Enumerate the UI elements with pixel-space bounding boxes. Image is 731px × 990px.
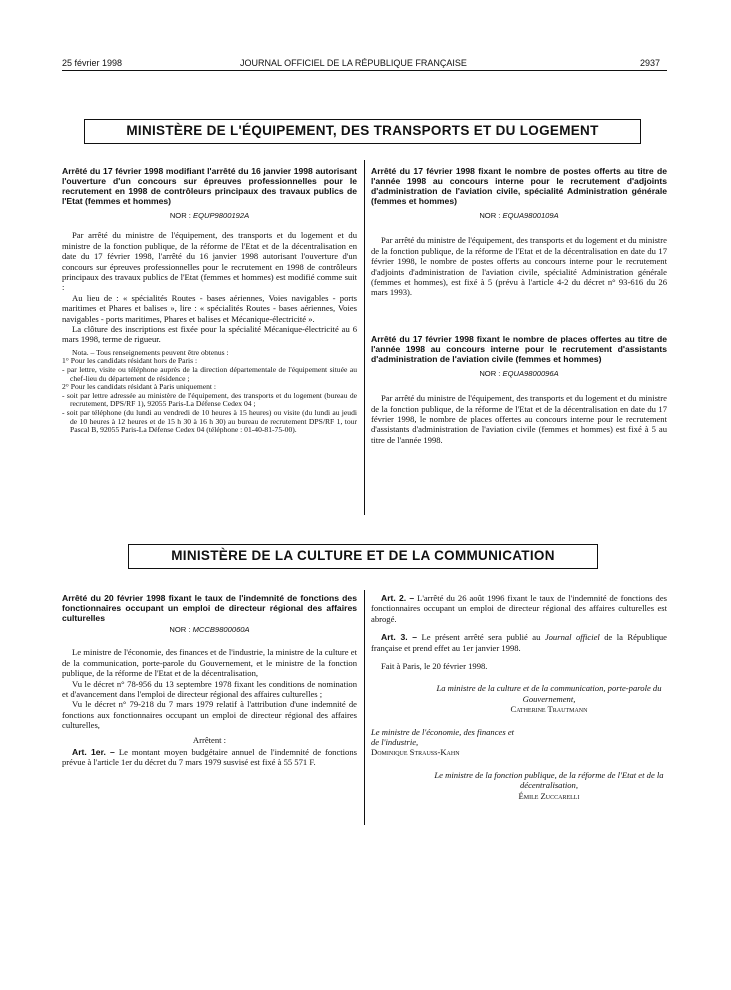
ministry-title: MINISTÈRE DE LA CULTURE ET DE LA COMMUNICATION: [171, 548, 555, 563]
nota-line: - par lettre, visite ou téléphone auprès de la direction départementale de l'équipement située au chef-lieu du département de résidence ;: [62, 365, 357, 383]
signature-culture: [371, 683, 667, 714]
fait-a-paris: Fait à Paris, le 20 février 1998.: [381, 661, 488, 672]
arretent-label: Arrêtent :: [192, 734, 227, 745]
signature-fonction-publique: [371, 770, 667, 801]
paragraph: Par arrêté du ministre de l'équipement, des transports et du logement et du ministre de la fonction publique, de la réforme de l'Etat et de la décentralisation en date du 17 février 1998, le nombre de places offertes au concours interne pour le recrutement d'assistants d'administration de l'aviation civile (femmes et hommes) est fixé à 5 au titre de l'année 1998.: [371, 393, 667, 445]
paragraph: Par arrêté du ministre de l'équipement, des transports et du logement et du ministre de la fonction publique, de la réforme de l'Etat et de la décentralisation en date du 17 février 1998, le nombre de postes offerts au concours interne pour le recrutement d'adjoints d'administration de l'aviation civile, spécialité Administration générale (femmes et hommes), est fixé à 5 (prévu à l'article 4-2 du décret n° 93-616 du 26 mars 1993).: [371, 235, 667, 298]
arrete-column-right-bottom: [371, 593, 667, 801]
article-2: [371, 593, 667, 624]
signatory-title: Le ministre de l'économie, des finances et de l'industrie,: [371, 726, 515, 748]
signature-economie: [371, 727, 521, 758]
nota-line: - soit par téléphone (du lundi au vendredi de 10 heures à 15 heures) ou visite (du lundi au jeudi de 10 heures à 12 heures et de 15 h 30 à 16 h 30) au bureau de recrutement DPS/RF 1, tour Pascal B, 92055 Paris-La Défense Cedex 04 (téléphone : 01-40-81-75-00).: [62, 408, 357, 435]
arrete-title: Arrêté du 20 février 1998 fixant le taux de l'indemnité de fonctions des fonctionnaires occupant un emploi de directeur régional des affaires culturelles: [62, 593, 357, 623]
paragraph: Vu le décret n° 78-956 du 13 septembre 1978 fixant les conditions de nomination et d'avancement dans l'emploi de directeur régional des affaires culturelles ;: [62, 678, 357, 700]
nor-code: EQUA9800109A: [502, 211, 559, 220]
header-rule: [62, 70, 667, 71]
page-date: 25 février 1998: [62, 58, 123, 68]
journal-title: JOURNAL OFFICIEL DE LA RÉPUBLIQUE FRANÇAISE: [240, 58, 467, 68]
nor-code: EQUP9800192A: [193, 211, 250, 220]
nor-reference: [62, 625, 357, 635]
article-1: [62, 747, 357, 768]
ministry-heading-equipement: [84, 119, 641, 144]
column-divider: [364, 160, 365, 515]
signatory-name: Dominique Strauss-Kahn: [371, 747, 460, 758]
arrete-title: Arrêté du 17 février 1998 fixant le nombre de postes offerts au titre de l'année 1998 au concours interne pour le recrutement d'adjoints d'administration de l'aviation civile, spécialité Administration générale (femmes et hommes): [371, 166, 667, 206]
paragraph: Par arrêté du ministre de l'équipement, des transports et du logement et du ministre de la fonction publique, de la réforme de l'Etat et de la décentralisation en date du 17 février 1998, l'arrêté du 16 janvier 1998 autorisant l'ouverture d'un concours sur épreuves professionnelles pour le recrutement en 1998 de contrôleurs principaux des travaux publics de l'Etat (femmes et hommes) est modifié comme suit :: [62, 230, 357, 293]
nota-line: Nota. – Tous renseignements peuvent être obtenus :: [72, 347, 229, 357]
article-text: de la République française et prend effet au 1er janvier 1998.: [371, 632, 667, 653]
column-divider: [364, 590, 365, 825]
page-number: 2937: [640, 58, 661, 68]
arrete-column-right-top: [371, 166, 667, 445]
nor-label: NOR :: [169, 211, 194, 220]
nor-reference: [62, 211, 357, 221]
article-label: Art. 1er. –: [72, 747, 115, 758]
signatory-title: La ministre de la culture et de la communication, porte-parole du Gouvernement,: [436, 683, 662, 704]
arrete-column-left-top: [62, 166, 357, 435]
nota-block: [62, 349, 357, 435]
nor-reference: [371, 211, 667, 221]
signatory-title: Le ministre de la fonction publique, de la réforme de l'Etat et de la décentralisation,: [434, 769, 664, 791]
nor-code: EQUA9800096A: [502, 368, 559, 378]
signatory-name: Catherine Trautmann: [510, 704, 588, 715]
article-label: Art. 2. –: [381, 593, 415, 603]
article-text: Le montant moyen budgétaire annuel de l'indemnité de fonctions prévue à l'article 1er du décret du 7 mars 1979 susvisé est fixé à 55 571 F.: [62, 747, 357, 768]
nota-line: 1° Pour les candidats résidant hors de Paris :: [62, 356, 198, 366]
arrete-column-left-bottom: [62, 593, 357, 768]
signatory-name: Émile Zuccarelli: [518, 790, 580, 801]
paragraph: Au lieu de : « spécialités Routes - bases aériennes, Voies navigables - ports maritimes et Phares et balises », lire : « spécialités Routes - bases aériennes, Voies navigables - ports maritimes, Phares et balises et Mécanique-électricité ».: [62, 292, 357, 324]
article-text: L'arrêté du 26 août 1996 fixant le taux de l'indemnité de fonctions des fonctionnaires occupant un emploi de directeur régional des affaires culturelles est abrogé.: [371, 593, 667, 624]
ministry-title: MINISTÈRE DE L'ÉQUIPEMENT, DES TRANSPORTS ET DU LOGEMENT: [126, 123, 599, 138]
nota-line: - soit par lettre adressée au ministère de l'équipement, des transports et du logement (bureau de recrutement, DPS/RF 1), 92055 Paris-La Défense Cedex 04 ;: [62, 390, 357, 409]
article-text: Le présent arrêté sera publié au: [417, 632, 545, 643]
article-3: [371, 632, 667, 653]
nor-label: NOR :: [479, 368, 503, 378]
journal-officiel-text: Journal officiel: [544, 632, 600, 643]
nota-line: 2° Pour les candidats résidant à Paris uniquement :: [62, 382, 217, 392]
nor-label: NOR :: [479, 211, 503, 220]
paragraph: Le ministre de l'économie, des finances et de l'industrie, la ministre de la culture et de la communication, porte-parole du Gouvernement, et le ministre de la fonction publique, de la réforme de l'Etat et de la décentralisation,: [62, 647, 357, 679]
nor-code: MCCB9800060A: [192, 625, 250, 634]
nor-label: NOR :: [169, 625, 193, 634]
nor-reference: [371, 369, 667, 379]
ministry-heading-culture: [128, 544, 598, 569]
arrete-title: Arrêté du 17 février 1998 fixant le nombre de places offertes au titre de l'année 1998 au concours interne pour le recrutement d'assistants d'administration de l'aviation civile (femmes et hommes): [371, 333, 667, 364]
arrete-title: Arrêté du 17 février 1998 modifiant l'arrêté du 16 janvier 1998 autorisant l'ouverture d'un concours sur épreuves professionnelles pour le recrutement en 1998 de contrôleurs principaux des travaux publics de l'Etat (femmes et hommes): [62, 166, 357, 206]
article-label: Art. 3. –: [381, 632, 418, 643]
paragraph: Vu le décret n° 79-218 du 7 mars 1979 relatif à l'attribution d'une indemnité de fonctions aux fonctionnaires occupant un emploi de directeur régional des affaires culturelles,: [62, 699, 357, 731]
paragraph: La clôture des inscriptions est fixée pour la spécialité Mécanique-électricité au 6 mars 1998, terme de rigueur.: [62, 324, 357, 345]
